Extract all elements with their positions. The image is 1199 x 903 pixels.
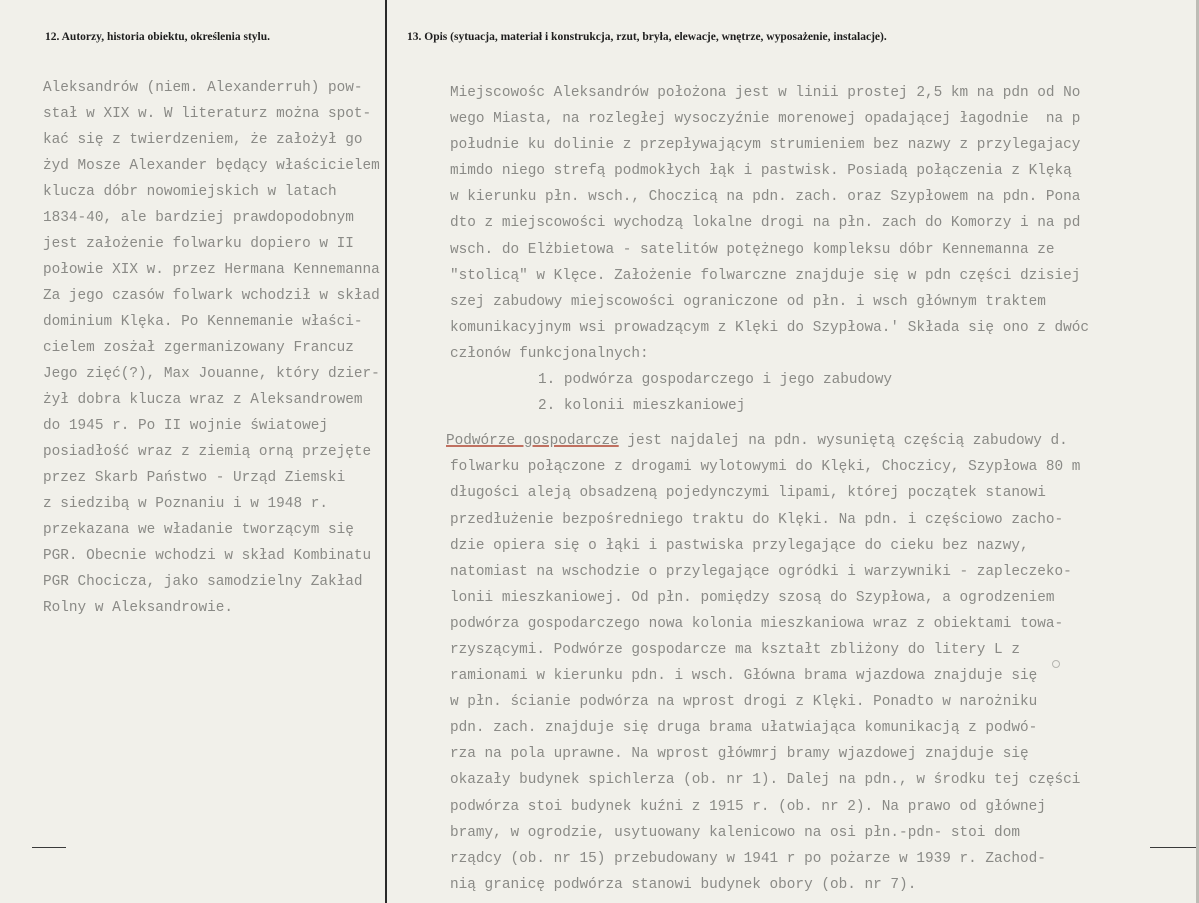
history-line: dominium Klęka. Po Kennemanie właści- (43, 314, 363, 330)
column-divider (385, 0, 387, 903)
description-line: przedłużenie bezpośredniego traktu do Klęki. Na pdn. i częściowo zacho- (450, 511, 1064, 528)
description-line: lonii mieszkaniowej. Od płn. pomiędzy szosą do Szypłowa, a ogrodzeniem (450, 589, 1055, 606)
history-line: posiadłość wraz z ziemią orną przejęte (43, 444, 372, 460)
description-line-rest: jest najdalej na pdn. wysuniętą częścią zabudowy d. (618, 433, 1068, 450)
description-line: szej zabudowy miejscowości ograniczone od płn. i wsch głównym traktem (450, 293, 1046, 310)
description-line: podwórza gospodarczego nowa kolonia mieszkaniowa wraz z obiektami towa- (450, 615, 1064, 632)
history-text (43, 75, 378, 621)
history-line: z siedzibą w Poznaniu i w 1948 r. (43, 496, 328, 512)
underlined-term: Podwórze gospodarcze (446, 433, 619, 450)
description-line: w kierunku płn. wsch., Choczicą na pdn. zach. oraz Szypłowem na pdn. Pona (450, 189, 1081, 206)
description-line: rządcy (ob. nr 15) przebudowany w 1941 r po pożarze w 1939 r. Zachod- (450, 850, 1046, 867)
history-line: 1834-40, ale bardziej prawdopodobnym (43, 210, 354, 226)
description-line: dto z miejscowości wychodzą lokalne drogi na płn. zach do Komorzy i na pd (450, 215, 1081, 232)
description-line: "stolicą" w Klęce. Założenie folwarczne znajduje się w pdn części dzisiej (450, 267, 1081, 284)
description-line: członów funkcjonalnych: (450, 345, 649, 362)
description-line: nią granicę podwórza stanowi budynek obory (ob. nr 7). (450, 876, 917, 893)
description-line: rza na pola uprawne. Na wprost główmrj bramy wjazdowej znajduje się (450, 746, 1029, 763)
history-line: jest założenie folwarku dopiero w II (43, 236, 354, 252)
history-line: cielem zosżał zgermanizowany Francuz (43, 340, 354, 356)
history-line: klucza dóbr nowomiejskich w latach (43, 184, 337, 200)
history-line: Aleksandrów (niem. Alexanderruh) pow- (43, 80, 363, 96)
description-line: ramionami w kierunku pdn. i wsch. Główna brama wjazdowa znajduje się (450, 668, 1038, 685)
history-line: przekazana we władanie tworzącym się (43, 522, 354, 538)
description-line: folwarku połączone z drogami wylotowymi do Klęki, Choczicy, Szypłowa 80 m (450, 459, 1081, 476)
description-line: komunikacyjnym wsi prowadzącym z Klęki do Szypłowa.' Składa się ono z dwóc (450, 319, 1090, 336)
description-line: natomiast na wschodzie o przylegające ogródki i warzywniki - zapleczeko- (450, 563, 1072, 580)
history-line: PGR Chocicza, jako samodzielny Zakład (43, 574, 363, 590)
history-line: połowie XIX w. przez Hermana Kennemanna (43, 262, 380, 278)
description-text (446, 80, 1180, 898)
description-line: Miejscowośc Aleksandrów położona jest w linii prostej 2,5 km na pdn od No (450, 85, 1081, 101)
left-margin-mark (32, 847, 66, 848)
description-line: pdn. zach. znajduje się druga brama ułatwiająca komunikacją z podwó- (450, 720, 1038, 737)
history-line: żyd Mosze Alexander będący właścicielem (43, 158, 380, 174)
history-line: PGR. Obecnie wchodzi w skład Kombinatu (43, 548, 372, 564)
list-item: 1. podwórza gospodarczego i jego zabudowy (538, 372, 893, 389)
history-line: Jego zięć(?), Max Jouanne, który dzier- (43, 366, 380, 382)
history-line: do 1945 r. Po II wojnie światowej (43, 418, 328, 434)
description-line (446, 428, 1180, 454)
history-line: Rolny w Aleksandrowie. (43, 600, 233, 616)
history-line: Za jego czasów folwark wchodził w skład (43, 288, 380, 304)
section-12-heading: 12. Autorzy, historia obiektu, określenia stylu. (45, 31, 271, 43)
history-line: przez Skarb Państwo - Urząd Ziemski (43, 470, 346, 486)
description-line: podwórza stoi budynek kuźni z 1915 r. (ob. nr 2). Na prawo od głównej (450, 798, 1046, 815)
description-line: w płn. ścianie podwórza na wprost drogi z Klęki. Ponadto w narożniku (450, 694, 1038, 711)
description-line: okazały budynek spichlerza (ob. nr 1). Dalej na pdn., w środku tej części (450, 772, 1081, 789)
history-line: żył dobra klucza wraz z Aleksandrowem (43, 392, 363, 408)
description-line: bramy, w ogrodzie, usytuowany kalenicowo na osi płn.-pdn- stoi dom (450, 824, 1020, 841)
description-line: dzie opiera się o łąki i pastwiska przylegające do cieku bez nazwy, (450, 537, 1029, 554)
description-line: mimdo niego strefą podmokłych łąk i pastwisk. Posiadą połączenia z Klęką (450, 163, 1072, 180)
description-line: długości aleją obsadzeną pojedynczymi lipami, której początek stanowi (450, 485, 1046, 502)
list-item: 2. kolonii mieszkaniowej (538, 398, 746, 415)
history-line: stał w XIX w. W literaturz można spot- (43, 106, 372, 122)
description-line: wsch. do Elżbietowa - satelitów potężnego kompleksu dóbr Kennemanna ze (450, 241, 1055, 258)
description-line: wego Miasta, na rozległej wysoczyźnie morenowej opadającej łagodnie na p (450, 111, 1081, 128)
history-line: kać się z twierdzeniem, że założył go (43, 132, 363, 148)
description-line: rzyszącymi. Podwórze gospodarcze ma kształt zbliżony do litery L z (450, 641, 1020, 658)
description-line: południe ku dolinie z przepływającym strumieniem bez nazwy z przylegajacy (450, 137, 1081, 154)
section-13-heading: 13. Opis (sytuacja, materiał i konstrukcja, rzut, bryła, elewacje, wnętrze, wyposażenie, instalacje). (407, 31, 887, 43)
